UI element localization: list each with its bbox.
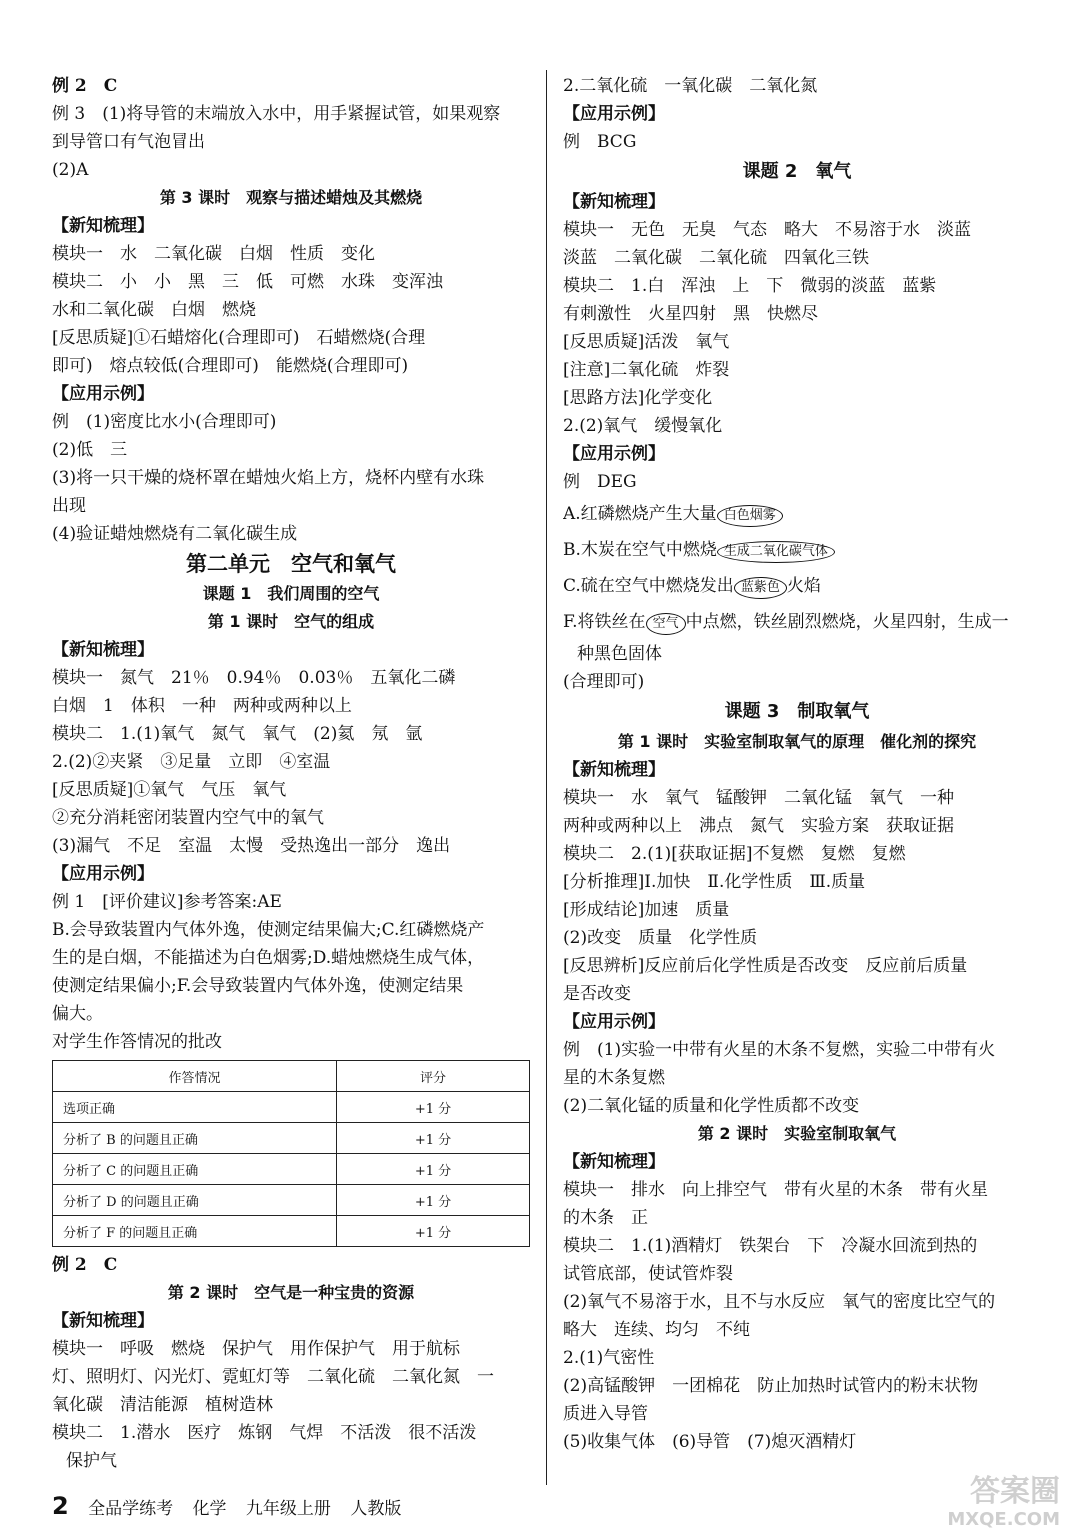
table-cell: 分析了 F 的问题且正确 xyxy=(53,1216,337,1247)
text-line: 例 (1)实验一中带有火星的木条不复燃，实验二中带有火 xyxy=(563,1040,996,1060)
text-line: 偏大。 xyxy=(52,1004,103,1024)
section-tag: 【应用示例】 xyxy=(563,444,665,464)
correction-text: 火焰 xyxy=(786,576,821,596)
watermark-logo xyxy=(947,1474,1060,1534)
section-tag: 【应用示例】 xyxy=(52,384,154,404)
text-line: 到导管口有气泡冒出 xyxy=(52,132,205,152)
left-column xyxy=(52,72,530,1475)
topic-heading: 课题 3 制取氧气 xyxy=(724,701,870,722)
text-line: 质进入导管 xyxy=(563,1404,648,1424)
text-line: 试管底部，使试管炸裂 xyxy=(563,1264,733,1284)
text-line: 保护气 xyxy=(66,1451,117,1471)
text-line: 模块二 1.潜水 医疗 炼钢 气焊 不活泼 很不活泼 xyxy=(52,1423,477,1443)
text-line: 使测定结果偏小;F.会导致装置内气体外逸，使测定结果 xyxy=(52,976,464,996)
lesson-heading: 第 1 课时 实验室制取氧气的原理 催化剂的探究 xyxy=(617,732,977,751)
circled-correction: 蓝紫色 xyxy=(734,577,787,599)
text-line: B.会导致装置内气体外逸，使测定结果偏大;C.红磷燃烧产 xyxy=(52,920,485,940)
text-line: 模块二 1.(1)酒精灯 铁架台 下 冷凝水回流到热的 xyxy=(563,1236,978,1256)
table-cell: 选项正确 xyxy=(53,1092,337,1123)
table-header: 评分 xyxy=(337,1061,530,1092)
text-line: (2)氧气不易溶于水，且不与水反应 氧气的密度比空气的 xyxy=(563,1292,996,1312)
lesson-heading: 第 3 课时 观察与描述蜡烛及其燃烧 xyxy=(159,188,423,207)
text-line: (5)收集气体 (6)导管 (7)熄灭酒精灯 xyxy=(563,1432,857,1452)
table-cell: +1 分 xyxy=(337,1154,530,1185)
text-line: [思路方法]化学变化 xyxy=(563,388,713,408)
section-tag: 【新知梳理】 xyxy=(52,640,154,660)
edition-name: 人教版 xyxy=(350,1499,402,1519)
text-line: 有刺激性 火星四射 黑 快燃尽 xyxy=(563,304,818,324)
watermark-bottom: MXQE.COM xyxy=(947,1509,1060,1530)
unit-heading: 第二单元 空气和氧气 xyxy=(186,552,396,576)
correction-line xyxy=(563,532,1031,568)
section-tag: 【新知梳理】 xyxy=(563,760,665,780)
section-tag: 【新知梳理】 xyxy=(563,192,665,212)
series-name: 全品学练考 xyxy=(88,1499,174,1519)
text-line: 略大 连续、均匀 不纯 xyxy=(563,1320,750,1340)
lesson-heading: 第 2 课时 实验室制取氧气 xyxy=(697,1124,897,1143)
table-header-row xyxy=(53,1061,530,1092)
table-cell: 分析了 D 的问题且正确 xyxy=(53,1185,337,1216)
text-line: 模块二 1.白 浑浊 上 下 微弱的淡蓝 蓝紫 xyxy=(563,276,937,296)
text-line: 的木条 正 xyxy=(563,1208,648,1228)
text-line: 水和二氧化碳 白烟 燃烧 xyxy=(52,300,256,320)
text-line: (2)低 三 xyxy=(52,440,128,460)
text-line: 模块二 小 小 黑 三 低 可燃 水珠 变浑浊 xyxy=(52,272,443,292)
subject-name: 化学 xyxy=(192,1499,227,1519)
topic-heading: 课题 1 我们周围的空气 xyxy=(202,584,380,603)
table-cell: +1 分 xyxy=(337,1123,530,1154)
text-line: [分析推理]Ⅰ.加快 Ⅱ.化学性质 Ⅲ.质量 xyxy=(563,872,866,892)
text-line: 出现 xyxy=(52,496,86,516)
text-line: 即可) 熔点较低(合理即可) 能燃烧(合理即可) xyxy=(52,356,409,376)
correction-text: 中点燃，铁丝剧烈燃烧，火星四射，生成一 xyxy=(685,612,1009,632)
text-line: [反思质疑]①石蜡熔化(合理即可) 石蜡燃烧(合理 xyxy=(52,328,426,348)
correction-text: B.木炭在空气中燃烧 xyxy=(563,540,717,560)
section-tag: 【应用示例】 xyxy=(52,864,154,884)
page-number: 2 xyxy=(52,1492,69,1520)
lesson-heading: 第 1 课时 空气的组成 xyxy=(207,612,375,631)
text-line: 模块一 呼吸 燃烧 保护气 用作保护气 用于航标 xyxy=(52,1339,460,1359)
section-tag: 【新知梳理】 xyxy=(563,1152,665,1172)
table-cell: 分析了 C 的问题且正确 xyxy=(53,1154,337,1185)
text-line: 模块一 氮气 21％ 0.94％ 0.03％ 五氧化二磷 xyxy=(52,668,456,688)
section-tag: 【应用示例】 xyxy=(563,104,665,124)
correction-text: F.将铁丝在 xyxy=(563,612,646,632)
table-row xyxy=(53,1216,530,1247)
text-line: 例 BCG xyxy=(563,132,637,152)
text-line: 种黑色固体 xyxy=(577,644,662,664)
text-line: 2.(2)氧气 缓慢氧化 xyxy=(563,416,723,436)
table-cell: 分析了 B 的问题且正确 xyxy=(53,1123,337,1154)
circled-correction: 白色烟雾 xyxy=(717,505,783,527)
text-line: 星的木条复燃 xyxy=(563,1068,665,1088)
text-line: 生的是白烟，不能描述为白色烟雾;D.蜡烛燃烧生成气体， xyxy=(52,948,485,968)
table-row xyxy=(53,1092,530,1123)
correction-line xyxy=(563,496,1031,532)
table-row xyxy=(53,1123,530,1154)
text-line: [形成结论]加速 质量 xyxy=(563,900,730,920)
text-line: (3)将一只干燥的烧杯罩在蜡烛火焰上方，烧杯内壁有水珠 xyxy=(52,468,485,488)
text-line: 例 1 [评价建议]参考答案:AE xyxy=(52,892,282,912)
text-line: 模块二 1.(1)氧气 氮气 氧气 (2)氦 氖 氩 xyxy=(52,724,423,744)
text-line: 淡蓝 二氧化碳 二氧化硫 四氧化三铁 xyxy=(563,248,869,268)
correction-text: A.红磷燃烧产生大量 xyxy=(563,504,717,524)
section-tag: 【新知梳理】 xyxy=(52,216,154,236)
text-line: 例 2 C xyxy=(52,76,118,96)
text-line: 是否改变 xyxy=(563,984,631,1004)
text-line: 模块一 排水 向上排空气 带有火星的木条 带有火星 xyxy=(563,1180,988,1200)
text-line: 模块一 水 二氧化碳 白烟 性质 变化 xyxy=(52,244,375,264)
table-cell: +1 分 xyxy=(337,1185,530,1216)
text-line: [反思质疑]活泼 氧气 xyxy=(563,332,730,352)
right-column xyxy=(563,72,1031,1456)
text-line: 模块一 无色 无臭 气态 略大 不易溶于水 淡蓝 xyxy=(563,220,971,240)
grade-name: 九年级上册 xyxy=(245,1499,331,1519)
text-line: 2.(2)②夹紧 ③足量 立即 ④室温 xyxy=(52,752,331,772)
text-line: 例 2 C xyxy=(52,1255,118,1275)
section-tag: 【新知梳理】 xyxy=(52,1311,154,1331)
section-tag: 【应用示例】 xyxy=(563,1012,665,1032)
text-line: [注意]二氧化硫 炸裂 xyxy=(563,360,730,380)
topic-heading: 课题 2 氧气 xyxy=(742,161,852,182)
text-line: [反思质疑]①氧气 气压 氧气 xyxy=(52,780,287,800)
text-line: (3)漏气 不足 室温 太慢 受热逸出一部分 逸出 xyxy=(52,836,451,856)
table-cell: +1 分 xyxy=(337,1092,530,1123)
text-line: (2)高锰酸钾 一团棉花 防止加热时试管内的粉末状物 xyxy=(563,1376,979,1396)
table-row xyxy=(53,1154,530,1185)
lesson-heading: 第 2 课时 空气是一种宝贵的资源 xyxy=(167,1283,415,1302)
text-line: 2.(1)气密性 xyxy=(563,1348,655,1368)
text-line: 白烟 1 体积 一种 两种或两种以上 xyxy=(52,696,352,716)
text-line: 模块一 水 氧气 锰酸钾 二氧化锰 氧气 一种 xyxy=(563,788,954,808)
text-line: [反思辨析]反应前后化学性质是否改变 反应前后质量 xyxy=(563,956,968,976)
watermark-top: 答案圈 xyxy=(970,1474,1060,1509)
text-line: 灯、照明灯、闪光灯、霓虹灯等 二氧化硫 二氧化氮 一 xyxy=(52,1367,494,1387)
text-line: (4)验证蜡烛燃烧有二氧化碳生成 xyxy=(52,524,298,544)
correction-text: C.硫在空气中燃烧发出 xyxy=(563,576,734,596)
correction-line xyxy=(563,568,1031,604)
column-divider xyxy=(546,70,547,1485)
text-line: ②充分消耗密闭装置内空气中的氧气 xyxy=(52,808,324,828)
correction-line xyxy=(563,604,1031,640)
table-header: 作答情况 xyxy=(53,1061,337,1092)
text-line: 2.二氧化硫 一氧化碳 二氧化氮 xyxy=(563,76,818,96)
text-line: (2)二氧化锰的质量和化学性质都不改变 xyxy=(563,1096,860,1116)
text-line: (合理即可) xyxy=(563,672,645,692)
text-line: (2)A xyxy=(52,160,89,180)
text-line: 例 3 (1)将导管的末端放入水中，用手紧握试管，如果观察 xyxy=(52,104,501,124)
text-line: 氧化碳 清洁能源 植树造林 xyxy=(52,1395,273,1415)
circled-correction: 空气 xyxy=(646,613,686,635)
circled-correction: 生成二氧化碳气体 xyxy=(717,541,835,563)
text-line: 对学生作答情况的批改 xyxy=(52,1032,222,1052)
text-line: 两种或两种以上 沸点 氮气 实验方案 获取证据 xyxy=(563,816,954,836)
text-line: 模块二 2.(1)[获取证据]不复燃 复燃 复燃 xyxy=(563,844,906,864)
text-line: (2)改变 质量 化学性质 xyxy=(563,928,758,948)
text-line: 例 (1)密度比水小(合理即可) xyxy=(52,412,277,432)
text-line: 例 DEG xyxy=(563,472,637,492)
grading-table xyxy=(52,1060,530,1247)
table-row xyxy=(53,1185,530,1216)
page-footer xyxy=(52,1492,415,1520)
table-cell: +1 分 xyxy=(337,1216,530,1247)
